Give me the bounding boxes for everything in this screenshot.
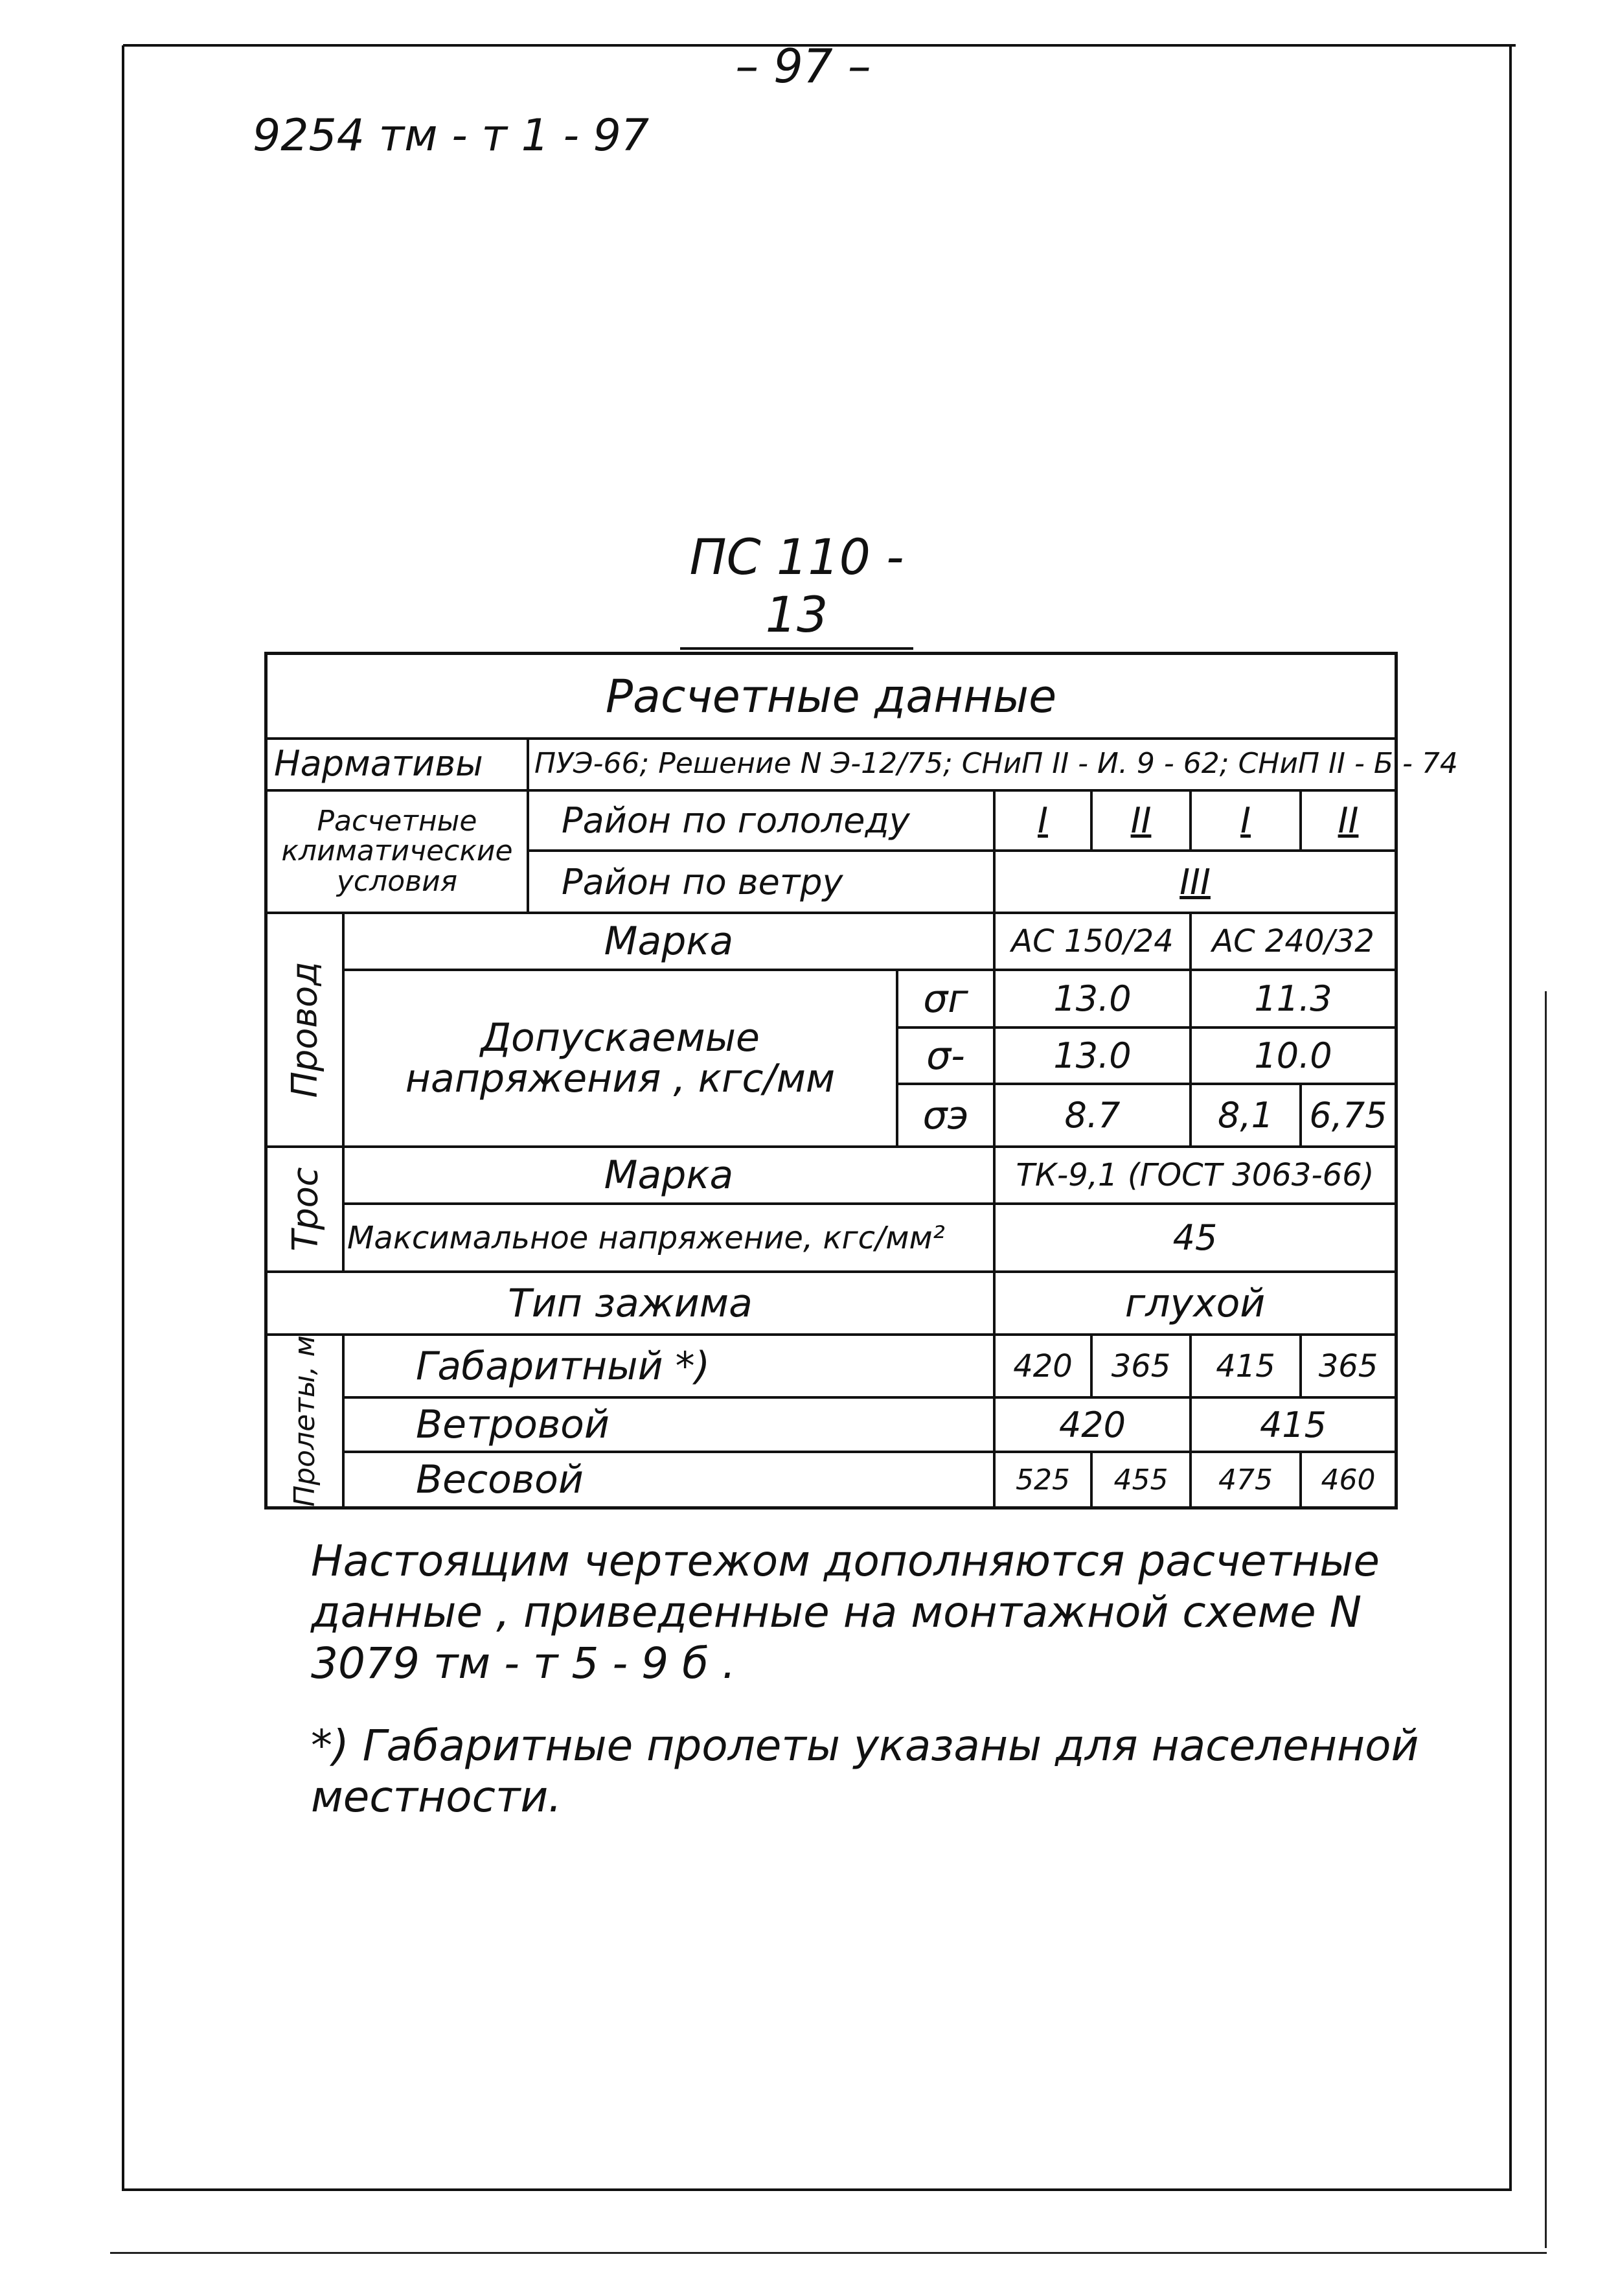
span-gabarit-value-1: 420 [1013, 1348, 1073, 1384]
span-weight-value-2: 455 [1113, 1463, 1168, 1497]
max-stress-label: Максимальное напряжение, кгс/мм² [347, 1219, 945, 1256]
stress-e-value-2: 8,1 [1218, 1095, 1273, 1136]
span-gabarit-value-3: 415 [1216, 1348, 1275, 1384]
sheet-edge-right [1545, 991, 1547, 2248]
wire-brand-1: АС 150/24 [1011, 923, 1174, 959]
span-gabarit-value-2: 365 [1111, 1348, 1171, 1384]
wind-region-value: III [1180, 861, 1211, 902]
stress-symbol-e: σэ [922, 1092, 969, 1138]
wire-group-label: Провод [284, 961, 325, 1098]
cable-group-label: Трос [284, 1167, 325, 1252]
span-weight-label: Весовой [416, 1457, 584, 1502]
page-frame-left [122, 45, 124, 2190]
clamp-type-label: Тип зажима [508, 1280, 753, 1326]
span-gabarit-value-4: 365 [1318, 1348, 1378, 1384]
span-wind-label: Ветровой [416, 1402, 610, 1447]
table-title: Расчетные данные [605, 669, 1057, 723]
stress-e-value-1: 8.7 [1064, 1095, 1121, 1136]
page-frame-right [1509, 45, 1512, 2190]
stress-g-value-2: 11.3 [1254, 978, 1332, 1019]
page-frame-bottom [122, 2188, 1512, 2191]
cable-brand-label: Марка [604, 1153, 734, 1198]
wind-region-label: Район по ветру [562, 861, 843, 902]
drawing-title: ПС 110 - 13 [680, 528, 913, 650]
normatives-label: Нармативы [274, 742, 483, 784]
document-code: 9254 тм - т 1 - 97 [253, 110, 650, 161]
ice-region-4: II [1338, 800, 1359, 841]
normatives-value: ПУЭ-66; Решение N Э-12/75; СНиП II - И. 9 - 62; СНиП II - Б - 74 [534, 746, 1458, 780]
ice-region-3: I [1240, 800, 1251, 841]
allowed-stress-label: Допускаемые напряжения , кгс/мм [405, 1015, 836, 1101]
stress-minus-value-1: 13.0 [1053, 1035, 1132, 1076]
stress-symbol-minus: σ- [926, 1033, 965, 1079]
sheet-edge-bottom [110, 2252, 1547, 2254]
clamp-type-value: глухой [1124, 1280, 1266, 1326]
ice-region-2: II [1130, 800, 1152, 841]
supplement-note: Настоящим чертежом дополняются расчетные данные , приведенные на монтажной схеме N 3079 тм - т 5 - 9 б . [311, 1536, 1380, 1689]
span-wind-value-2: 415 [1259, 1404, 1327, 1445]
spans-group-label: Пролеты, м [288, 1335, 322, 1507]
stress-minus-value-2: 10.0 [1254, 1035, 1332, 1076]
wire-brand-2: АС 240/32 [1212, 923, 1374, 959]
stress-g-value-1: 13.0 [1053, 978, 1132, 1019]
span-wind-value-1: 420 [1058, 1404, 1126, 1445]
ice-region-1: I [1038, 800, 1048, 841]
stress-e-value-3: 6,75 [1309, 1095, 1387, 1136]
cable-brand-value: ТК-9,1 (ГОСТ 3063-66) [1016, 1157, 1374, 1193]
page-number: – 97 – [735, 39, 871, 93]
climate-label: Расчетные климатические условия [281, 805, 513, 898]
wire-brand-label: Марка [604, 919, 734, 964]
span-weight-value-1: 525 [1016, 1463, 1070, 1497]
span-gabarit-label: Габаритный *) [416, 1343, 711, 1389]
max-stress-value: 45 [1172, 1217, 1218, 1258]
ice-region-label: Район по гололеду [562, 800, 910, 841]
stress-symbol-g: σг [923, 976, 968, 1022]
span-weight-value-4: 460 [1321, 1463, 1376, 1497]
span-weight-value-3: 475 [1218, 1463, 1273, 1497]
design-data-table [264, 652, 1458, 1510]
footnote: *) Габаритные пролеты указаны для населенной местности. [311, 1721, 1419, 1822]
